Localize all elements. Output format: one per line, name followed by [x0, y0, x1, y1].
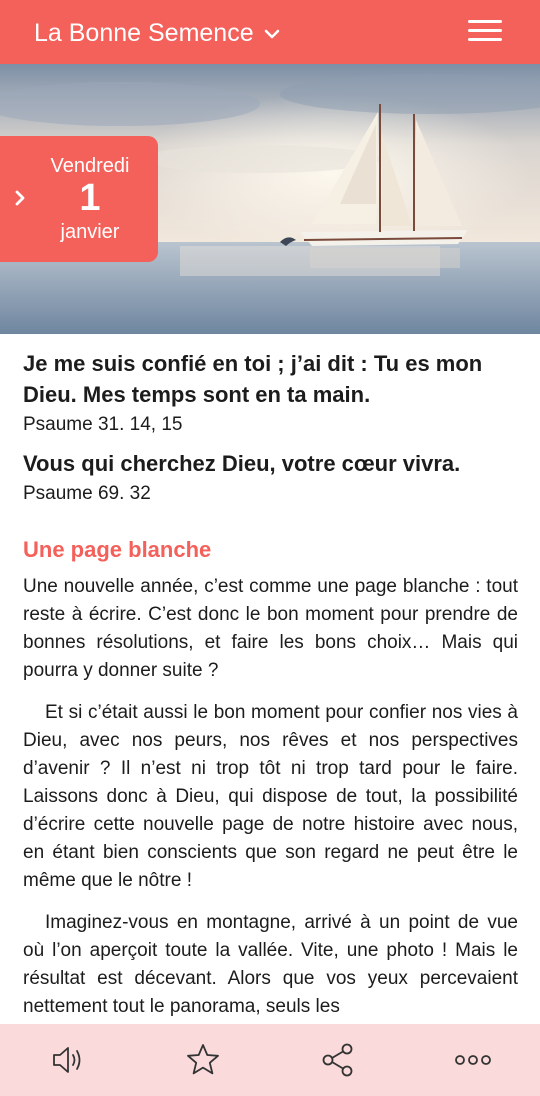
verse-reference: Psaume 69. 32: [23, 483, 151, 504]
hamburger-menu-icon[interactable]: [468, 20, 502, 46]
app-title-text: La Bonne Semence: [34, 19, 254, 47]
app-title-selector[interactable]: [34, 16, 282, 50]
article-paragraph: Imaginez-vous en montagne, arrivé à un point de vue où l’on aperçoit toute la vallée. Vite, une photo ! Mais le résultat est décevant. Alors que vos yeux percevaient nettement tout le panorama, seuls les: [23, 912, 518, 1017]
star-icon: [184, 1041, 222, 1079]
article-paragraph: Une nouvelle année, c’est comme une page blanche : tout reste à écrire. C’est donc le bon moment pour prendre de bonnes résolutions, et faire les bons choix… Mais qui pourra y donner suite ?: [23, 576, 518, 681]
share-button[interactable]: [308, 1030, 368, 1090]
verse-text: Vous qui cherchez Dieu, votre cœur vivra.: [23, 451, 461, 476]
share-icon: [319, 1041, 357, 1079]
app-header: [0, 0, 540, 64]
article-paragraph: Et si c’était aussi le bon moment pour confier nos vies à Dieu, avec nos peurs, nos rêves et nos perspectives d’avenir ? Il n’est ni trop tôt ni trop tard pour le faire. Laissons donc à Dieu, qui dispose de tout, la possibilité d’écrire cette nouvelle page de notre histoire avec nous, en étant bien conscients que son regard ne peut être le même que le nôtre !: [23, 702, 518, 891]
daily-reading: [0, 334, 540, 1024]
date-day: 1: [79, 177, 101, 219]
verse-reference: Psaume 31. 14, 15: [23, 414, 183, 435]
chevron-down-icon: [262, 24, 282, 44]
verse-text: Je me suis confié en toi ; j’ai dit : Tu es mon Dieu. Mes temps sont en ta main.: [23, 351, 483, 407]
speaker-icon: [49, 1041, 87, 1079]
date-month: janvier: [60, 221, 120, 243]
article-title: Une page blanche: [23, 537, 212, 562]
date-badge[interactable]: [0, 136, 158, 262]
more-options-button[interactable]: [443, 1030, 503, 1090]
more-icon: [453, 1050, 493, 1070]
date-weekday: Vendredi: [50, 155, 130, 177]
bottom-toolbar: [0, 1024, 540, 1096]
chevron-right-icon: [10, 188, 30, 208]
favorite-button[interactable]: [173, 1030, 233, 1090]
listen-button[interactable]: [38, 1030, 98, 1090]
